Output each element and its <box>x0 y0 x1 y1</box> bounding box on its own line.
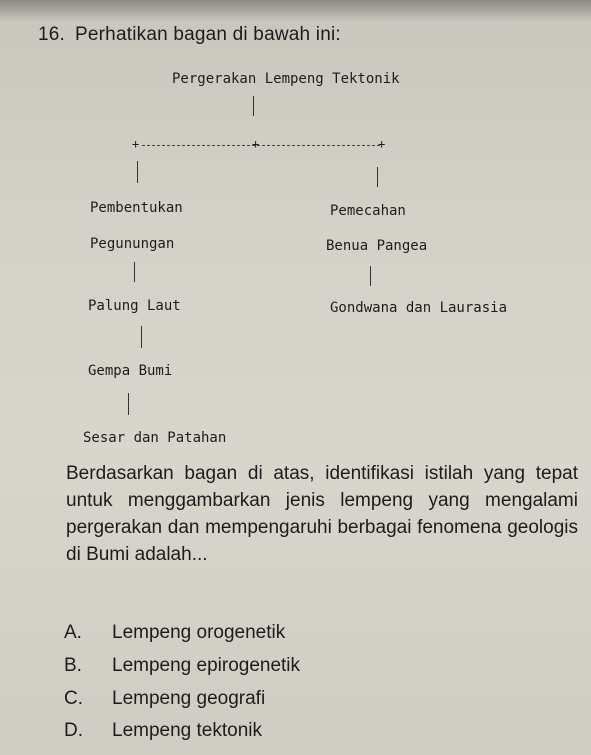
left-node-3: Palung Laut <box>88 298 181 314</box>
diagram-root: Pergerakan Lempeng Tektonik <box>172 71 400 87</box>
left-node-4: Gempa Bumi <box>88 363 173 379</box>
option-c-text: Lempeng geografi <box>112 688 266 709</box>
left-connector-2 <box>134 262 135 282</box>
question-text: Perhatikan bagan di bawah ini: <box>75 24 341 45</box>
left-connector-4 <box>128 393 129 415</box>
root-connector <box>253 96 254 116</box>
option-b-text: Lempeng epirogenetik <box>112 655 301 676</box>
right-node-1: Pemecahan <box>330 203 406 219</box>
right-node-3: Gondwana dan Laurasia <box>330 300 508 316</box>
option-a[interactable] <box>64 622 285 644</box>
option-d-letter: D. <box>64 720 83 741</box>
option-c-letter: C. <box>64 688 83 709</box>
question-number: 16. <box>38 24 66 45</box>
option-d-text: Lempeng tektonik <box>112 720 262 741</box>
left-connector-1 <box>137 161 138 183</box>
question-header <box>38 24 341 46</box>
branch-joint-left: + <box>132 137 140 151</box>
question-prompt: Berdasarkan bagan di atas, identifikasi istilah yang tepat untuk menggambarkan jenis lempeng yang mengalami pergerakan dan mempengaruhi berbagai fenomena geologis di Bumi adalah... <box>66 463 578 565</box>
left-node-5: Sesar dan Patahan <box>83 430 227 446</box>
left-node-2: Pegunungan <box>90 236 175 252</box>
left-connector-3 <box>141 326 142 348</box>
branch-joint-center: + <box>252 137 260 151</box>
branch-joint-right: + <box>378 137 386 151</box>
option-d[interactable] <box>64 720 262 742</box>
option-c[interactable] <box>64 688 265 710</box>
right-connector-2 <box>370 266 371 286</box>
page-edge-shadow <box>0 0 591 22</box>
branch-dashed-line <box>142 145 380 146</box>
right-connector-1 <box>377 167 378 187</box>
left-node-1: Pembentukan <box>90 200 183 216</box>
option-a-text: Lempeng orogenetik <box>112 622 286 643</box>
option-a-letter: A. <box>64 622 82 643</box>
right-node-2: Benua Pangea <box>326 238 428 254</box>
option-b[interactable] <box>64 655 300 677</box>
option-b-letter: B. <box>64 655 82 676</box>
